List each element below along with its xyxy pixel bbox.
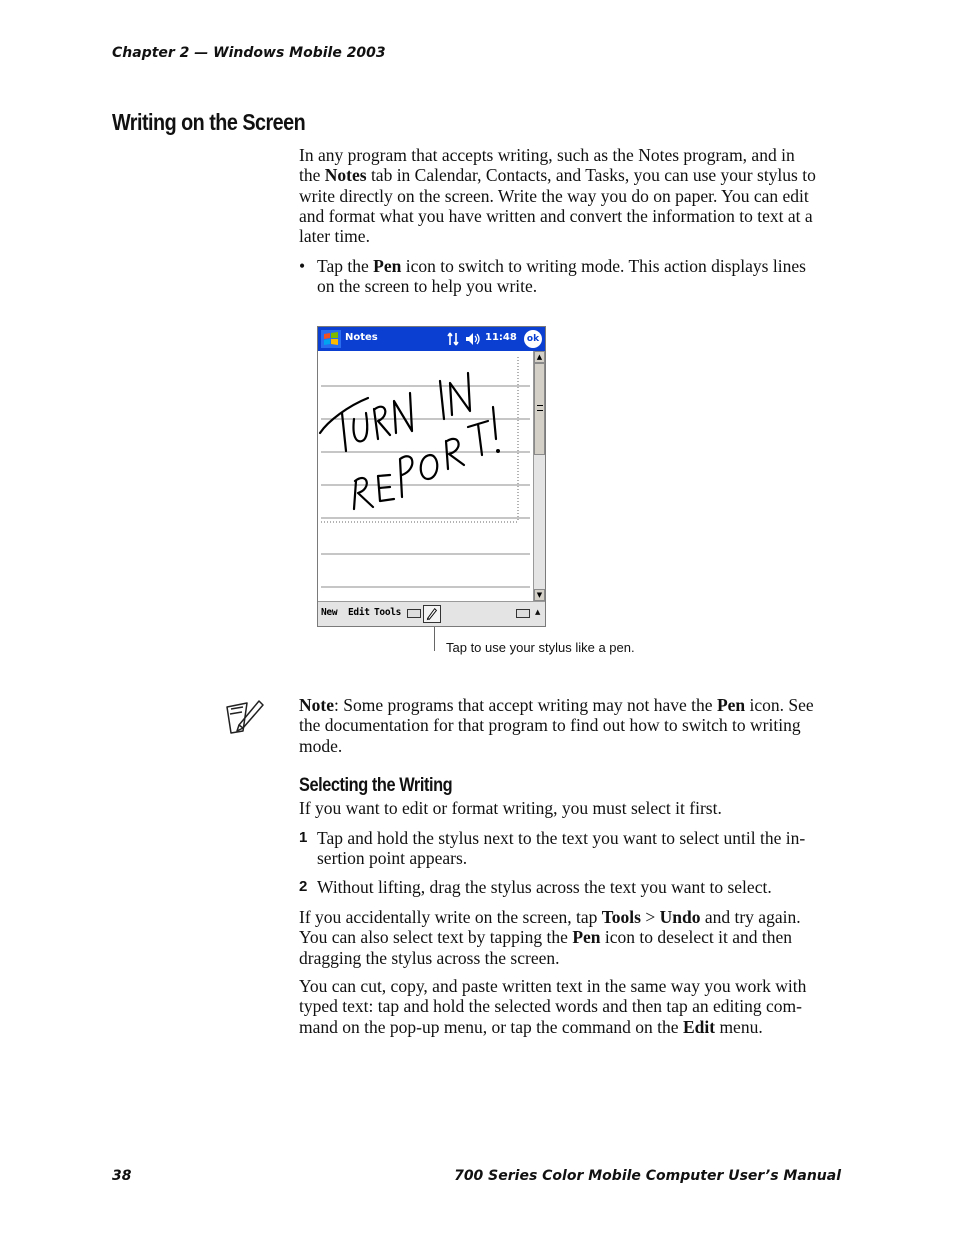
step-2: 2 Without lifting, drag the stylus across the text you want to select. xyxy=(299,877,772,897)
note-pencil-icon xyxy=(225,697,265,735)
app-title: Notes xyxy=(345,332,378,343)
menu-new[interactable]: New xyxy=(321,607,338,618)
input-method-icon[interactable] xyxy=(407,609,421,618)
connectivity-icon[interactable] xyxy=(447,331,459,347)
note-paragraph: Note: Some programs that accept writing may not have the Pen icon. See the documentation for that program to find out how to switch to writing mode. xyxy=(299,695,814,756)
running-header: Chapter 2 — Windows Mobile 2003 xyxy=(112,45,386,61)
section-title: Writing on the Screen xyxy=(112,109,306,135)
scroll-thumb[interactable] xyxy=(534,363,545,455)
menu-edit[interactable]: Edit xyxy=(348,607,370,618)
intro-paragraph: In any program that accepts writing, such as the Notes program, and in the Notes tab in Calendar, Contacts, and Tasks, you can use your stylus to write directly on the screen. Write the way you do on paper. You can edit and format what you have written and convert the information to text at a later time. xyxy=(299,145,816,247)
menu-tools[interactable]: Tools xyxy=(374,607,402,618)
title-bar xyxy=(318,327,545,351)
scroll-up-button[interactable]: ▲ xyxy=(534,351,545,363)
handwriting-ink xyxy=(320,373,499,509)
ok-button[interactable]: ok xyxy=(524,330,542,348)
clock-time[interactable]: 11:48 xyxy=(485,332,517,343)
subsection-title: Selecting the Writing xyxy=(299,775,453,796)
sip-arrow-icon[interactable]: ▲ xyxy=(535,608,541,616)
vertical-scrollbar[interactable] xyxy=(533,351,545,601)
keyboard-icon[interactable] xyxy=(516,609,530,618)
manual-title: 700 Series Color Mobile Computer User’s Manual xyxy=(454,1168,841,1184)
callout-leader xyxy=(434,627,435,651)
pen-bullet: • Tap the Pen icon to switch to writing mode. This action displays lines on the screen to help you write. xyxy=(299,256,806,297)
speaker-icon[interactable] xyxy=(465,332,481,346)
notes-screenshot xyxy=(317,326,546,627)
cut-copy-paragraph: You can cut, copy, and paste written text in the same way you work with typed text: tap and hold the selected words and then tap an editing com- mand on the pop-up menu, or tap the command on the Edit menu. xyxy=(299,976,807,1037)
pen-icon[interactable] xyxy=(423,605,441,623)
scroll-down-button[interactable]: ▼ xyxy=(534,589,545,601)
windows-flag-icon[interactable] xyxy=(321,330,341,348)
page-number: 38 xyxy=(112,1168,132,1184)
writing-canvas[interactable] xyxy=(318,351,533,601)
menu-bar xyxy=(318,601,545,626)
subsection-intro: If you want to edit or format writing, you must select it first. xyxy=(299,798,722,818)
undo-paragraph: If you accidentally write on the screen, tap Tools > Undo and try again. You can also select text by tapping the Pen icon to deselect it and then dragging the stylus across the screen. xyxy=(299,907,801,968)
pen-callout: Tap to use your stylus like a pen. xyxy=(446,640,635,655)
step-1: 1 Tap and hold the stylus next to the text you want to select until the in- sertion point appears. xyxy=(299,828,806,869)
